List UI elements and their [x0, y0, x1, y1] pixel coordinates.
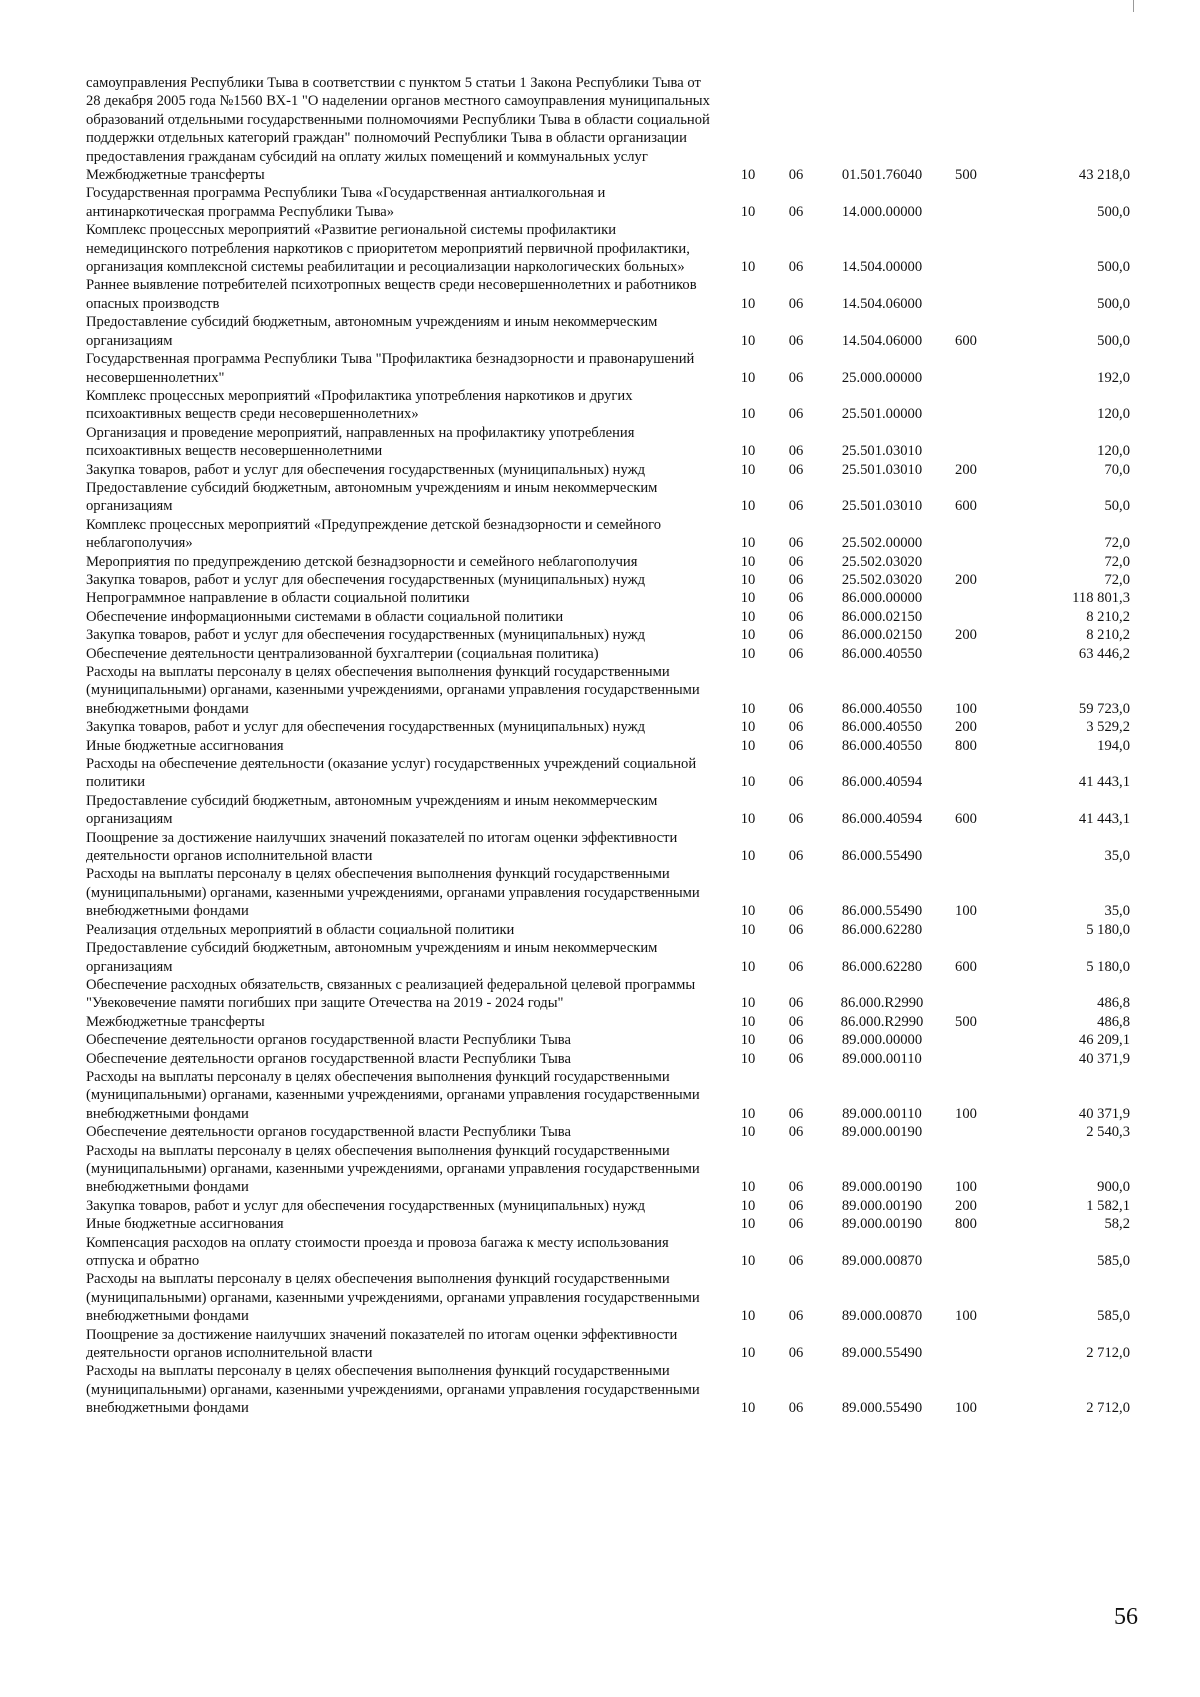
row-name: Комплекс процессных мероприятий «Профилактика употребления наркотиков и других психоактивных веществ среди несовершеннолетних» — [86, 387, 633, 423]
table-row — [86, 516, 1138, 553]
row-target-article: 25.502.03020 — [841, 553, 923, 570]
row-section: 10 — [740, 958, 756, 975]
table-row — [86, 387, 1138, 424]
row-name: Непрограммное направление в области социальной политики — [86, 590, 470, 607]
row-expense-type: 200 — [955, 627, 977, 644]
row-section: 10 — [740, 1179, 756, 1196]
row-section: 10 — [740, 995, 756, 1012]
row-name: Обеспечение информационными системами в области социальной политики — [86, 608, 564, 625]
row-section: 10 — [740, 1105, 756, 1122]
row-target-article: 86.000.R2990 — [840, 1013, 924, 1030]
row-name: Закупка товаров, работ и услуг для обеспечения государственных (муниципальных) нужд — [86, 719, 646, 736]
row-name: Расходы на выплаты персоналу в целях обеспечения выполнения функций государственными (муниципальными) органами, казенными учреждениями, органами управления государственными внебюджетными фондами — [86, 664, 700, 717]
row-expense-type — [942, 1234, 990, 1271]
table-row — [86, 1013, 1138, 1031]
row-amount: 2 712,0 — [1086, 1345, 1130, 1362]
row-expense-type: 200 — [955, 1197, 977, 1214]
row-target-article: 86.000.40550 — [841, 737, 923, 754]
row-subsection: 06 — [788, 719, 804, 736]
row-amount: 35,0 — [1104, 903, 1130, 920]
row-amount: 1 582,1 — [1086, 1197, 1130, 1214]
row-target-article: 86.000.R2990 — [840, 995, 924, 1012]
row-name: Обеспечение деятельности органов государственной власти Республики Тыва — [86, 1050, 571, 1067]
row-name: Закупка товаров, работ и услуг для обеспечения государственных (муниципальных) нужд — [86, 461, 646, 478]
row-target-article — [822, 74, 942, 166]
row-amount: 70,0 — [1104, 461, 1130, 478]
row-subsection: 06 — [788, 645, 804, 662]
row-amount: 2 712,0 — [1086, 1400, 1130, 1417]
table-row — [86, 645, 1138, 663]
row-subsection: 06 — [788, 295, 804, 312]
table-row — [86, 571, 1138, 589]
row-amount: 585,0 — [1097, 1253, 1130, 1269]
row-section: 10 — [740, 1050, 756, 1067]
table-row — [86, 718, 1138, 736]
row-name: Компенсация расходов на оплату стоимости проезда и провоза багажа к месту использования отпуска и обратно — [86, 1234, 669, 1269]
table-row — [86, 276, 1138, 313]
row-section: 10 — [740, 553, 756, 570]
row-section: 10 — [740, 167, 756, 184]
row-amount: 8 210,2 — [1086, 608, 1130, 625]
table-row — [86, 921, 1138, 939]
row-name: Раннее выявление потребителей психотропных веществ среди несовершеннолетних и работников опасных производств — [86, 277, 697, 312]
row-name: Обеспечение деятельности централизованной бухгалтерии (социальная политика) — [86, 645, 599, 662]
row-section: 10 — [740, 259, 756, 276]
row-target-article: 86.000.02150 — [841, 627, 923, 644]
row-section: 10 — [740, 737, 756, 754]
page-number: 56 — [1114, 1604, 1138, 1630]
row-expense-type: 100 — [955, 1400, 977, 1417]
row-expense-type: 100 — [955, 1179, 977, 1196]
row-name: Обеспечение расходных обязательств, связанных с реализацией федеральной целевой программы "Увековечение памяти погибших при защите Отечества на 2019 - 2024 годы" — [86, 976, 696, 1012]
row-amount: 43 218,0 — [1078, 167, 1130, 184]
row-expense-type: 500 — [955, 1013, 977, 1030]
row-expense-type — [942, 184, 990, 221]
row-expense-type: 600 — [955, 498, 977, 515]
row-amount: 8 210,2 — [1086, 627, 1130, 644]
row-section: 10 — [740, 1124, 756, 1141]
row-target-article: 14.504.00000 — [841, 259, 923, 276]
row-name: Закупка товаров, работ и услуг для обеспечения государственных (муниципальных) нужд — [86, 571, 646, 588]
row-subsection: 06 — [788, 811, 804, 828]
row-subsection: 06 — [788, 259, 804, 276]
row-name: Комплекс процессных мероприятий «Предупреждение детской безнадзорности и семейного неблагополучия» — [86, 516, 662, 552]
row-expense-type: 600 — [955, 332, 977, 349]
row-subsection: 06 — [788, 1197, 804, 1214]
row-section: 10 — [740, 774, 756, 791]
table-row — [86, 461, 1138, 479]
row-target-article: 25.000.00000 — [841, 369, 923, 386]
row-name: Предоставление субсидий бюджетным, автономным учреждениям и иным некоммерческим организациям — [86, 314, 658, 349]
scan-edge-mark — [1133, 0, 1134, 12]
row-target-article: 25.502.03020 — [841, 571, 923, 588]
row-target-article: 89.000.00000 — [841, 1032, 923, 1049]
row-target-article: 25.501.03010 — [841, 498, 923, 515]
row-target-article: 14.504.06000 — [841, 295, 923, 312]
row-section — [726, 74, 770, 166]
table-row — [86, 1031, 1138, 1049]
row-subsection: 06 — [788, 590, 804, 607]
row-target-article: 14.504.06000 — [841, 332, 923, 349]
row-expense-type — [942, 976, 990, 1013]
row-expense-type: 200 — [955, 719, 977, 736]
row-subsection: 06 — [788, 1345, 804, 1362]
row-amount: 500,0 — [1097, 203, 1130, 220]
row-target-article: 86.000.40550 — [841, 719, 923, 736]
row-section: 10 — [740, 461, 756, 478]
table-row — [86, 829, 1138, 866]
row-section: 10 — [740, 848, 756, 865]
row-amount: 194,0 — [1097, 737, 1130, 754]
row-target-article: 89.000.00110 — [842, 1050, 922, 1067]
table-row — [86, 1362, 1138, 1417]
row-target-article: 86.000.55490 — [841, 848, 923, 865]
row-subsection: 06 — [788, 1050, 804, 1067]
row-subsection: 06 — [788, 1216, 804, 1233]
row-amount: 3 529,2 — [1086, 719, 1130, 736]
row-amount: 72,0 — [1104, 571, 1130, 588]
row-subsection: 06 — [788, 700, 804, 717]
row-subsection: 06 — [788, 921, 804, 938]
row-subsection: 06 — [788, 332, 804, 349]
table-row — [86, 424, 1138, 461]
row-amount: 5 180,0 — [1086, 921, 1130, 938]
table-row — [86, 1050, 1138, 1068]
row-section: 10 — [740, 571, 756, 588]
row-subsection: 06 — [788, 1308, 804, 1325]
row-section: 10 — [740, 406, 756, 423]
row-subsection: 06 — [788, 1400, 804, 1417]
table-row — [86, 626, 1138, 644]
row-expense-type: 200 — [955, 461, 977, 478]
row-subsection: 06 — [788, 1032, 804, 1049]
row-subsection: 06 — [788, 1253, 804, 1269]
table-row — [86, 184, 1138, 221]
row-expense-type — [942, 921, 990, 939]
row-subsection: 06 — [788, 774, 804, 791]
table-row — [86, 939, 1138, 976]
row-subsection: 06 — [788, 443, 804, 460]
table-row — [86, 1215, 1138, 1233]
row-section: 10 — [740, 608, 756, 625]
row-section: 10 — [740, 811, 756, 828]
row-target-article: 25.502.00000 — [841, 535, 923, 552]
row-subsection: 06 — [788, 369, 804, 386]
row-target-article: 86.000.62280 — [841, 958, 923, 975]
row-expense-type — [942, 276, 990, 313]
row-subsection: 06 — [788, 535, 804, 552]
row-amount: 41 443,1 — [1078, 811, 1130, 828]
row-target-article: 86.000.40594 — [841, 774, 923, 791]
table-row — [86, 350, 1138, 387]
table-row — [86, 166, 1138, 184]
row-subsection: 06 — [788, 553, 804, 570]
row-section: 10 — [740, 369, 756, 386]
row-target-article: 25.501.03010 — [841, 461, 923, 478]
row-expense-type — [942, 221, 990, 276]
row-subsection: 06 — [788, 627, 804, 644]
row-section: 10 — [740, 1345, 756, 1362]
table-row — [86, 755, 1138, 792]
row-target-article: 89.000.00190 — [841, 1197, 923, 1214]
table-row — [86, 865, 1138, 920]
row-name: Государственная программа Республики Тыва «Государственная антиалкогольная и антинаркотическая программа Республики Тыва» — [86, 185, 606, 220]
row-amount: 118 801,3 — [1072, 590, 1130, 607]
row-expense-type: 800 — [955, 1216, 977, 1233]
row-expense-type — [942, 645, 990, 663]
row-amount: 192,0 — [1097, 369, 1130, 386]
row-amount: 58,2 — [1104, 1216, 1130, 1233]
row-expense-type — [942, 516, 990, 553]
row-section: 10 — [740, 903, 756, 920]
table-row — [86, 1197, 1138, 1215]
table-row — [86, 221, 1138, 276]
row-amount: 500,0 — [1097, 295, 1130, 312]
table-row — [86, 1234, 1138, 1271]
row-name: Комплекс процессных мероприятий «Развитие региональной системы профилактики немедицинского потребления наркотиков с приоритетом мероприятий первичной профилактики, организация комплексной системы реабилитации и ресоциализации наркологических больных» — [86, 222, 690, 276]
row-name: Предоставление субсидий бюджетным, автономным учреждениям и иным некоммерческим организациям — [86, 792, 658, 828]
row-name: Мероприятия по предупреждению детской безнадзорности и семейного неблагополучия — [86, 553, 638, 570]
row-name: Реализация отдельных мероприятий в области социальной политики — [86, 921, 515, 938]
row-amount: 72,0 — [1104, 535, 1130, 552]
table-row — [86, 479, 1138, 516]
row-target-article: 25.501.03010 — [841, 443, 923, 460]
row-target-article: 89.000.00110 — [842, 1105, 922, 1122]
row-subsection — [770, 74, 822, 166]
row-amount: 486,8 — [1097, 995, 1130, 1012]
row-expense-type — [942, 755, 990, 792]
row-name: Закупка товаров, работ и услуг для обеспечения государственных (муниципальных) нужд — [86, 627, 646, 644]
row-expense-type — [942, 608, 990, 626]
row-expense-type: 600 — [955, 958, 977, 975]
row-name: Расходы на выплаты персоналу в целях обеспечения выполнения функций государственными (муниципальными) органами, казенными учреждениями, органами управления государственными внебюджетными фондами — [86, 1142, 700, 1196]
row-amount: 120,0 — [1097, 406, 1130, 423]
row-target-article: 89.000.00190 — [841, 1216, 923, 1233]
row-subsection: 06 — [788, 1179, 804, 1196]
row-expense-type: 100 — [955, 700, 977, 717]
row-expense-type: 100 — [955, 903, 977, 920]
row-subsection: 06 — [788, 1124, 804, 1141]
table-row — [86, 589, 1138, 607]
row-subsection: 06 — [788, 167, 804, 184]
row-name: Организация и проведение мероприятий, направленных на профилактику употребления психоактивных веществ несовершеннолетними — [86, 424, 635, 460]
row-expense-type — [942, 424, 990, 461]
row-expense-type — [942, 350, 990, 387]
row-amount: 120,0 — [1097, 443, 1130, 460]
row-name: Предоставление субсидий бюджетным, автономным учреждениям и иным некоммерческим организациям — [86, 940, 658, 975]
row-name: Расходы на выплаты персоналу в целях обеспечения выполнения функций государственными (муниципальными) органами, казенными учреждениями, органами управления государственными внебюджетными фондами — [86, 1068, 700, 1122]
row-amount: 59 723,0 — [1078, 700, 1130, 717]
row-name: Иные бюджетные ассигнования — [86, 1216, 284, 1233]
table-row — [86, 976, 1138, 1013]
row-section: 10 — [740, 590, 756, 607]
row-subsection: 06 — [788, 203, 804, 220]
row-subsection: 06 — [788, 1013, 804, 1030]
row-amount: 41 443,1 — [1078, 774, 1130, 791]
row-section: 10 — [740, 700, 756, 717]
row-name: Межбюджетные трансферты — [86, 1013, 265, 1030]
row-expense-type — [942, 1123, 990, 1141]
row-subsection: 06 — [788, 848, 804, 865]
table-row — [86, 1326, 1138, 1363]
table-row — [86, 663, 1138, 718]
row-expense-type: 100 — [955, 1105, 977, 1122]
table-row — [86, 737, 1138, 755]
row-subsection: 06 — [788, 1105, 804, 1122]
row-section: 10 — [740, 1253, 756, 1269]
row-expense-type — [942, 829, 990, 866]
row-section: 10 — [740, 1032, 756, 1049]
row-name: Обеспечение деятельности органов государственной власти Республики Тыва — [86, 1124, 571, 1141]
row-section: 10 — [740, 498, 756, 515]
row-expense-type — [942, 74, 990, 166]
row-subsection: 06 — [788, 737, 804, 754]
row-name: Государственная программа Республики Тыва "Профилактика безнадзорности и правонарушений несовершеннолетних" — [86, 351, 695, 386]
row-target-article: 86.000.40594 — [841, 811, 923, 828]
row-amount: 500,0 — [1097, 332, 1130, 349]
row-section: 10 — [740, 295, 756, 312]
table-row — [86, 313, 1138, 350]
table-row — [86, 1123, 1138, 1141]
row-name: самоуправления Республики Тыва в соответствии с пунктом 5 статьи 1 Закона Республики Тыва от 28 декабря 2005 года №1560 ВХ-1 "О наделении органов местного самоуправления муниципальных образований отдельными государственными полномочиями Республики Тыва в области социальной поддержки отдельных категорий граждан" полномочий Республики Тыва в области организации предоставления гражданам субсидий на оплату жилых помещений и коммунальных услуг — [86, 75, 710, 165]
table-row — [86, 792, 1138, 829]
row-target-article: 01.501.76040 — [841, 167, 923, 184]
row-subsection: 06 — [788, 608, 804, 625]
row-name: Расходы на выплаты персоналу в целях обеспечения выполнения функций государственными (муниципальными) органами, казенными учреждениями, органами управления государственными внебюджетными фондами — [86, 1271, 700, 1325]
row-section: 10 — [740, 921, 756, 938]
table-row — [86, 1142, 1138, 1197]
row-section: 10 — [740, 203, 756, 220]
row-amount — [990, 74, 1138, 166]
row-name: Поощрение за достижение наилучших значений показателей по итогам оценки эффективности деятельности органов исполнительной власти — [86, 1326, 678, 1362]
row-amount: 486,8 — [1097, 1013, 1130, 1030]
row-section: 10 — [740, 1308, 756, 1325]
table-row — [86, 1068, 1138, 1123]
row-name: Расходы на выплаты персоналу в целях обеспечения выполнения функций государственными (муниципальными) органами, казенными учреждениями, органами управления государственными внебюджетными фондами — [86, 1363, 700, 1417]
row-expense-type: 800 — [955, 737, 977, 754]
row-amount: 2 540,3 — [1086, 1124, 1130, 1141]
table-row — [86, 608, 1138, 626]
row-target-article: 89.000.00870 — [841, 1253, 923, 1269]
row-subsection: 06 — [788, 958, 804, 975]
row-amount: 63 446,2 — [1078, 645, 1130, 662]
row-target-article: 89.000.00870 — [841, 1308, 923, 1325]
row-name: Предоставление субсидий бюджетным, автономным учреждениям и иным некоммерческим организациям — [86, 479, 658, 515]
row-target-article: 14.000.00000 — [841, 203, 923, 220]
row-section: 10 — [740, 645, 756, 662]
row-section: 10 — [740, 443, 756, 460]
row-name: Поощрение за достижение наилучших значений показателей по итогам оценки эффективности деятельности органов исполнительной власти — [86, 829, 678, 865]
row-target-article: 89.000.55490 — [841, 1345, 923, 1362]
row-amount: 40 371,9 — [1078, 1050, 1130, 1067]
row-expense-type: 600 — [955, 811, 977, 828]
row-expense-type — [942, 1050, 990, 1068]
row-target-article: 86.000.62280 — [841, 921, 923, 938]
row-section: 10 — [740, 719, 756, 736]
row-target-article: 86.000.40550 — [841, 700, 923, 717]
row-amount: 40 371,9 — [1078, 1105, 1130, 1122]
table-row — [86, 553, 1138, 571]
row-amount: 500,0 — [1097, 259, 1130, 276]
row-amount: 585,0 — [1097, 1308, 1130, 1325]
row-expense-type — [942, 589, 990, 607]
row-section: 10 — [740, 627, 756, 644]
row-expense-type: 100 — [955, 1308, 977, 1325]
row-name: Межбюджетные трансферты — [86, 167, 265, 184]
row-expense-type — [942, 387, 990, 424]
row-name: Закупка товаров, работ и услуг для обеспечения государственных (муниципальных) нужд — [86, 1197, 646, 1214]
row-subsection: 06 — [788, 903, 804, 920]
row-expense-type: 200 — [955, 571, 977, 588]
row-section: 10 — [740, 535, 756, 552]
row-target-article: 89.000.00190 — [841, 1179, 923, 1196]
row-target-article: 89.000.55490 — [841, 1400, 923, 1417]
row-subsection: 06 — [788, 406, 804, 423]
row-expense-type — [942, 1326, 990, 1363]
row-name: Расходы на обеспечение деятельности (оказание услуг) государственных учреждений социальной политики — [86, 756, 697, 791]
table-row — [86, 74, 1138, 166]
row-name: Расходы на выплаты персоналу в целях обеспечения выполнения функций государственными (муниципальными) органами, казенными учреждениями, органами управления государственными внебюджетными фондами — [86, 866, 700, 920]
row-section: 10 — [740, 1013, 756, 1030]
row-amount: 50,0 — [1104, 498, 1130, 515]
row-section: 10 — [740, 1216, 756, 1233]
row-expense-type — [942, 1031, 990, 1049]
row-target-article: 89.000.00190 — [841, 1124, 923, 1141]
row-expense-type — [942, 553, 990, 571]
table-row — [86, 1270, 1138, 1325]
row-section: 10 — [740, 1197, 756, 1214]
row-amount: 35,0 — [1104, 848, 1130, 865]
row-name: Иные бюджетные ассигнования — [86, 737, 284, 754]
row-target-article: 25.501.00000 — [841, 406, 923, 423]
row-subsection: 06 — [788, 498, 804, 515]
row-subsection: 06 — [788, 461, 804, 478]
row-name: Обеспечение деятельности органов государственной власти Республики Тыва — [86, 1032, 571, 1049]
row-expense-type: 500 — [955, 167, 977, 184]
row-amount: 900,0 — [1097, 1179, 1130, 1196]
row-subsection: 06 — [788, 571, 804, 588]
row-amount: 5 180,0 — [1086, 958, 1130, 975]
row-target-article: 86.000.40550 — [841, 645, 923, 662]
row-amount: 72,0 — [1104, 553, 1130, 570]
row-amount: 46 209,1 — [1078, 1032, 1130, 1049]
row-target-article: 86.000.02150 — [841, 608, 923, 625]
row-subsection: 06 — [788, 995, 804, 1012]
budget-table — [86, 74, 1138, 1418]
row-section: 10 — [740, 1400, 756, 1417]
row-target-article: 86.000.00000 — [841, 590, 923, 607]
row-section: 10 — [740, 332, 756, 349]
row-target-article: 86.000.55490 — [841, 903, 923, 920]
budget-table-body — [86, 74, 1138, 1418]
